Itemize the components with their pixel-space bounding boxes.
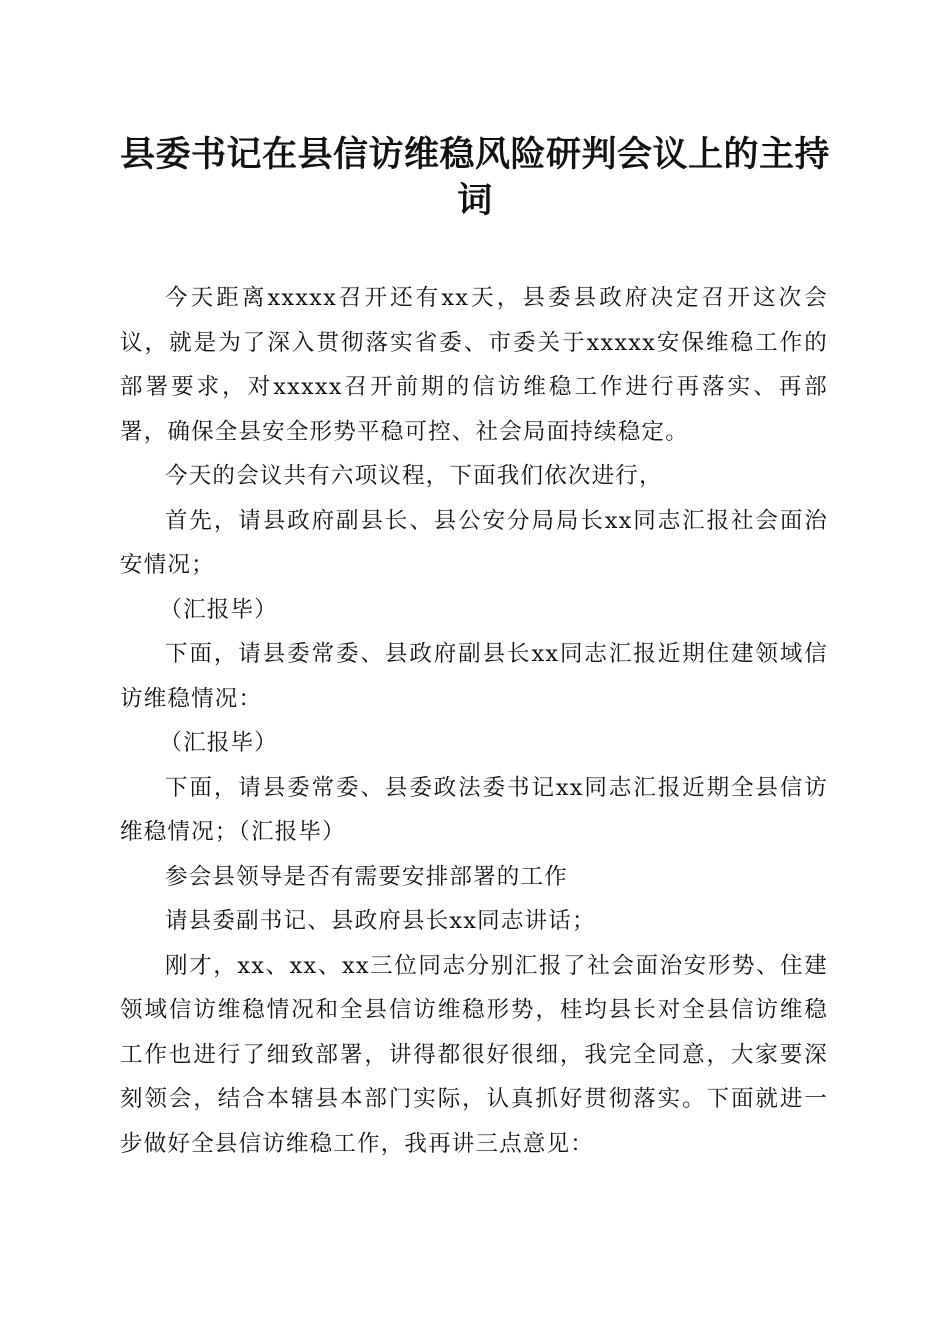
paragraph-third-report: 下面，请县委常委、县委政法委书记xx同志汇报近期全县信访维稳情况；（汇报毕）	[120, 774, 828, 845]
paragraph-summary: 刚才，xx、xx、xx三位同志分别汇报了社会面治安形势、住建领域信访维稳情况和全县信访维稳形势，桂均县长对全县信访维稳工作也进行了细致部署，讲得都很好很细，我完全同意，大家要深刻领会，结合本辖县本部门实际，认真抓好贯彻落实。下面就进一步做好全县信访维稳工作，我再讲三点意见：	[120, 952, 828, 1157]
paragraph-agenda: 今天的会议共有六项议程，下面我们依次进行，	[165, 463, 663, 489]
paragraph-leaders-work: 参会县领导是否有需要安排部署的工作	[165, 863, 568, 890]
paragraph-report-done: （汇报毕）	[159, 596, 278, 623]
paragraph-county-head-speech: 请县委副书记、县政府县长xx同志讲话；	[165, 908, 596, 934]
paragraph-report-done: （汇报毕）	[159, 730, 278, 756]
document-body	[120, 276, 828, 1166]
document-title: 县委书记在县信访维稳风险研判会议上的主持词	[119, 134, 830, 221]
paragraph-second-report: 下面，请县委常委、县政府副县长xx同志汇报近期住建领域信访维稳情况：	[120, 641, 828, 712]
paragraph-opening: 今天距离xxxxx召开还有xx天，县委县政府决定召开这次会议，就是为了深入贯彻落实省委、市委关于xxxxx安保维稳工作的部署要求，对xxxxx召开前期的信访维稳工作进行再落实、再部署，确保全县安全形势平稳可控、社会局面持续稳定。	[120, 285, 828, 445]
paragraph-first-report: 首先，请县政府副县长、县公安分局局长xx同志汇报社会面治安情况；	[120, 507, 828, 578]
